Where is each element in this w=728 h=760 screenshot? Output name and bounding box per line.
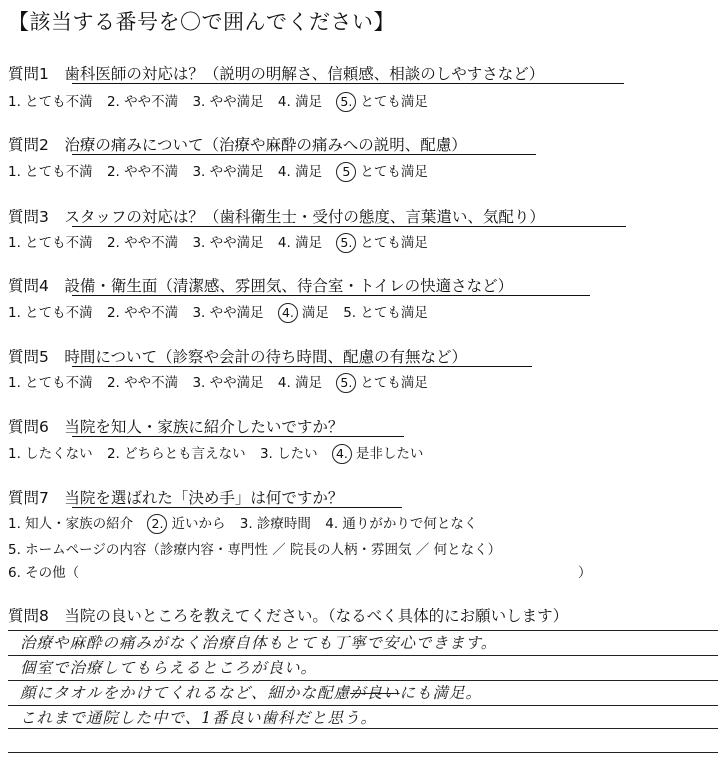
option-3[interactable]: 3. やや満足 [192,305,264,321]
option-2[interactable]: 2. どちらとも言えない [106,446,246,462]
option-3[interactable]: 3. やや満足 [192,375,264,391]
option-2[interactable]: 2. やや不満 [106,164,179,180]
option-2[interactable]: 2. やや不満 [106,305,179,321]
option-6-other[interactable]: 6. その他（ [8,565,80,581]
question-6-options [8,442,433,464]
option-4-selected[interactable]: 4. 是非したい [332,442,424,464]
option-4[interactable]: 4. 満足 [277,375,323,391]
option-1[interactable]: 1. 知人・家族の紹介 [8,516,134,532]
option-3[interactable]: 3. やや満足 [192,235,264,251]
option-5[interactable]: 5. とても満足 [343,305,428,321]
question-1-label: 質問1 歯科医師の対応は？（説明の明解さ、信頼感、相談のしやすさなど） [8,65,545,83]
answer-line [8,752,718,753]
option-3[interactable]: 3. 診療時間 [239,516,311,532]
handwritten-answer-line-2: 個室で治療してもらえるところが良い。 [20,659,318,677]
struck-text: が良い [350,684,400,702]
selection-circle: 2. [147,514,167,534]
option-5-homepage[interactable]: 5. ホームページの内容（診療内容・専門性 ／ 院長の人柄・雰囲気 ／ 何となく） [8,542,502,558]
option-2[interactable]: 2. やや不満 [106,235,179,251]
question-4-label: 質問4 設備・衛生面（清潔感、雰囲気、待合室・トイレの快適さなど） [8,277,514,295]
question-4-underline [72,295,590,296]
handwritten-answer-line-1: 治療や麻酔の痛みがなく治療自体もとても丁寧で安心できます。 [20,634,498,652]
handwritten-answer-line-3: 顔にタオルをかけてくれるなど、細かな配慮が良いにも満足。 [20,684,483,702]
question-1-options [8,90,438,112]
question-7-underline [72,507,402,508]
option-6-close-paren: ） [578,565,592,581]
option-1[interactable]: 1. とても不満 [8,235,93,251]
option-1[interactable]: 1. とても不満 [8,305,93,321]
handwritten-answer-line-4: これまで通院した中で、1番良い歯科だと思う。 [20,709,378,727]
option-2[interactable]: 2. やや不満 [106,375,179,391]
question-2-underline [72,154,536,155]
question-1-underline [72,83,624,84]
option-4[interactable]: 4. 満足 [277,94,323,110]
option-3[interactable]: 3. やや満足 [192,94,264,110]
question-3-underline [72,226,626,227]
question-5-underline [72,366,532,367]
option-5-selected[interactable]: 5 とても満足 [336,160,428,182]
selection-circle: 5 [336,162,356,182]
question-2-options [8,160,438,182]
option-1[interactable]: 1. とても不満 [8,94,93,110]
selection-circle: 5. [336,233,356,253]
question-7-options [8,512,487,534]
question-4-options [8,301,438,323]
question-5-label: 質問5 時間について（診察や会計の待ち時間、配慮の有無など） [8,348,468,366]
selection-circle: 5. [336,92,356,112]
question-5-options [8,371,438,393]
selection-circle: 5. [336,373,356,393]
question-6-underline [72,436,404,437]
question-8-label: 質問8 当院の良いところを教えてください。（なるべく具体的にお願いします） [8,607,569,625]
option-1[interactable]: 1. したくない [8,446,93,462]
question-7-label: 質問7 当院を選ばれた「決め手」は何ですか？ [8,489,344,507]
question-3-label: 質問3 スタッフの対応は？（歯科衛生士・受付の態度、言葉遣い、気配り） [8,208,545,226]
option-1[interactable]: 1. とても不満 [8,164,93,180]
question-2-label: 質問2 治療の痛みについて（治療や麻酔の痛みへの説明、配慮） [8,136,467,154]
answer-line [8,728,718,729]
option-4-selected[interactable]: 4. 満足 [278,301,329,323]
option-1[interactable]: 1. とても不満 [8,375,93,391]
selection-circle: 4. [332,444,352,464]
option-2-selected[interactable]: 2. 近いから [147,512,225,534]
option-3[interactable]: 3. したい [259,446,318,462]
option-3[interactable]: 3. やや満足 [192,164,264,180]
selection-circle: 4. [278,303,298,323]
option-5-selected[interactable]: 5. とても満足 [336,231,428,253]
option-4[interactable]: 4. 満足 [277,164,323,180]
option-2[interactable]: 2. やや不満 [106,94,179,110]
option-4[interactable]: 4. 満足 [277,235,323,251]
question-3-options [8,231,438,253]
option-5-selected[interactable]: 5. とても満足 [336,371,428,393]
question-6-label: 質問6 当院を知人・家族に紹介したいですか？ [8,418,344,436]
option-5-selected[interactable]: 5. とても満足 [336,90,428,112]
form-title: 【該当する番号を〇で囲んでください】 [8,10,395,34]
option-4[interactable]: 4. 通りがかりで何となく [325,516,478,532]
